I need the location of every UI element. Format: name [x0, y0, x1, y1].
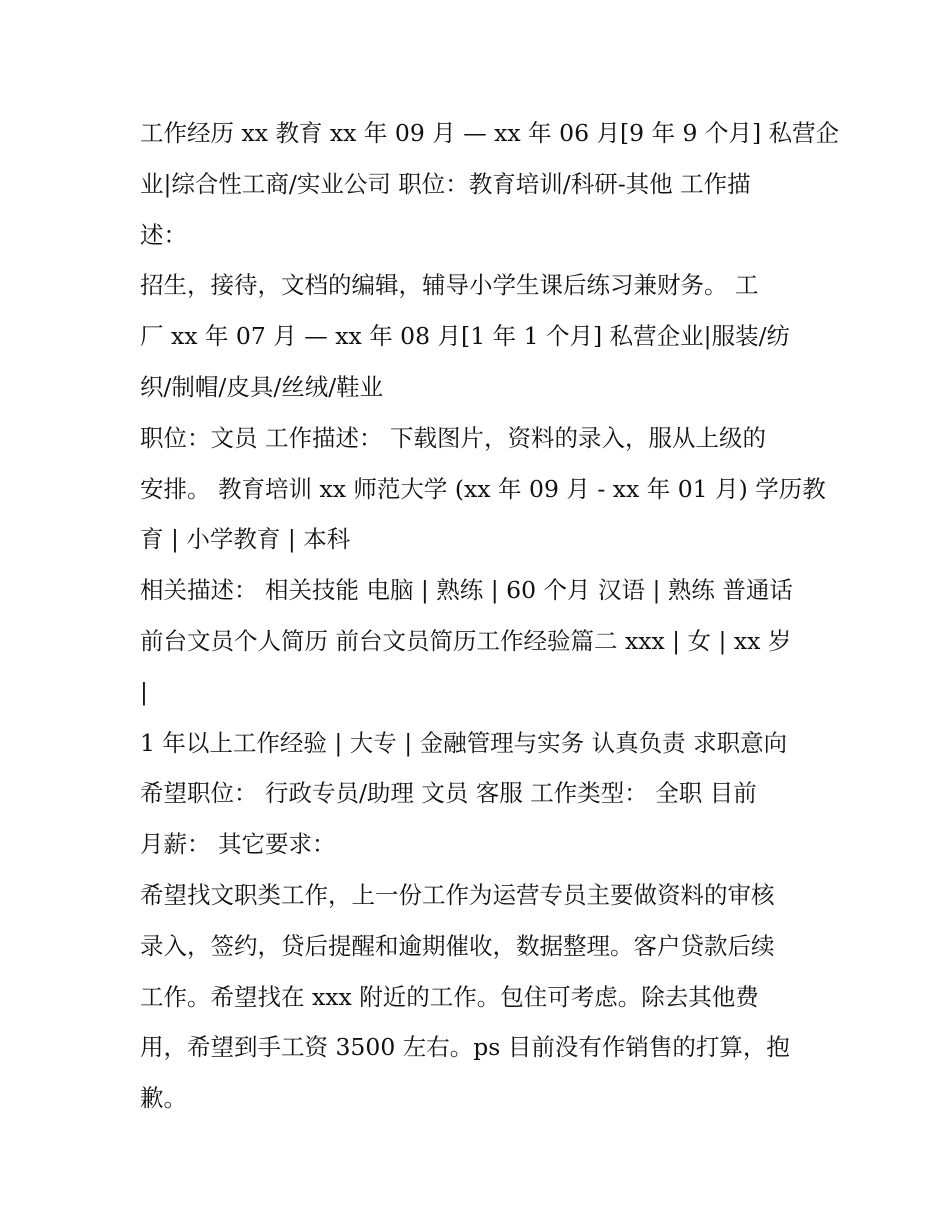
text-line: 招生，接待，文档的编辑，辅导小学生课后练习兼财务。 工: [140, 271, 759, 300]
text-line: 希望职位： 行政专员/助理 文员 客服 工作类型： 全职 目前: [140, 779, 757, 808]
resume-text-block: [140, 108, 840, 1124]
text-line: 业|综合性工商/实业公司 职位：教育培训/科研-其他 工作描: [140, 169, 751, 198]
text-line: 织/制帽/皮具/丝绒/鞋业: [140, 372, 384, 401]
text-line: 职位：文员 工作描述： 下载图片，资料的录入，服从上级的: [140, 423, 766, 452]
text-line: 相关描述： 相关技能 电脑 | 熟练 | 60 个月 汉语 | 熟练 普通话: [140, 576, 793, 605]
text-line: 育 | 小学教育 | 本科: [140, 525, 351, 554]
text-line: 歉。: [140, 1084, 187, 1113]
text-line: 安排。 教育培训 xx 师范大学 (xx 年 09 月 - xx 年 01 月) 学历教: [140, 474, 826, 503]
text-line: 1 年以上工作经验 | 大专 | 金融管理与实务 认真负责 求职意向: [140, 728, 788, 757]
text-line: 月薪： 其它要求：: [140, 830, 336, 859]
text-line: 厂 xx 年 07 月 — xx 年 08 月[1 年 1 个月] 私营企业|服装/纺: [140, 322, 791, 351]
text-line: 工作。希望找在 xxx 附近的工作。包住可考虑。除去其他费: [140, 982, 759, 1011]
text-line: 希望找文职类工作，上一份工作为运营专员主要做资料的审核: [140, 880, 775, 909]
text-line: |: [140, 677, 148, 706]
text-line: 前台文员个人简历 前台文员简历工作经验篇二 xxx | 女 | xx 岁: [140, 626, 792, 655]
text-line: 录入，签约，贷后提醒和逾期催收，数据整理。客户贷款后续: [140, 931, 775, 960]
text-line: 用，希望到手工资 3500 左右。ps 目前没有作销售的打算，抱: [140, 1033, 790, 1062]
text-line: 述：: [140, 220, 187, 249]
text-line: 工作经历 xx 教育 xx 年 09 月 — xx 年 06 月[9 年 9 个月] 私营企: [140, 119, 840, 147]
